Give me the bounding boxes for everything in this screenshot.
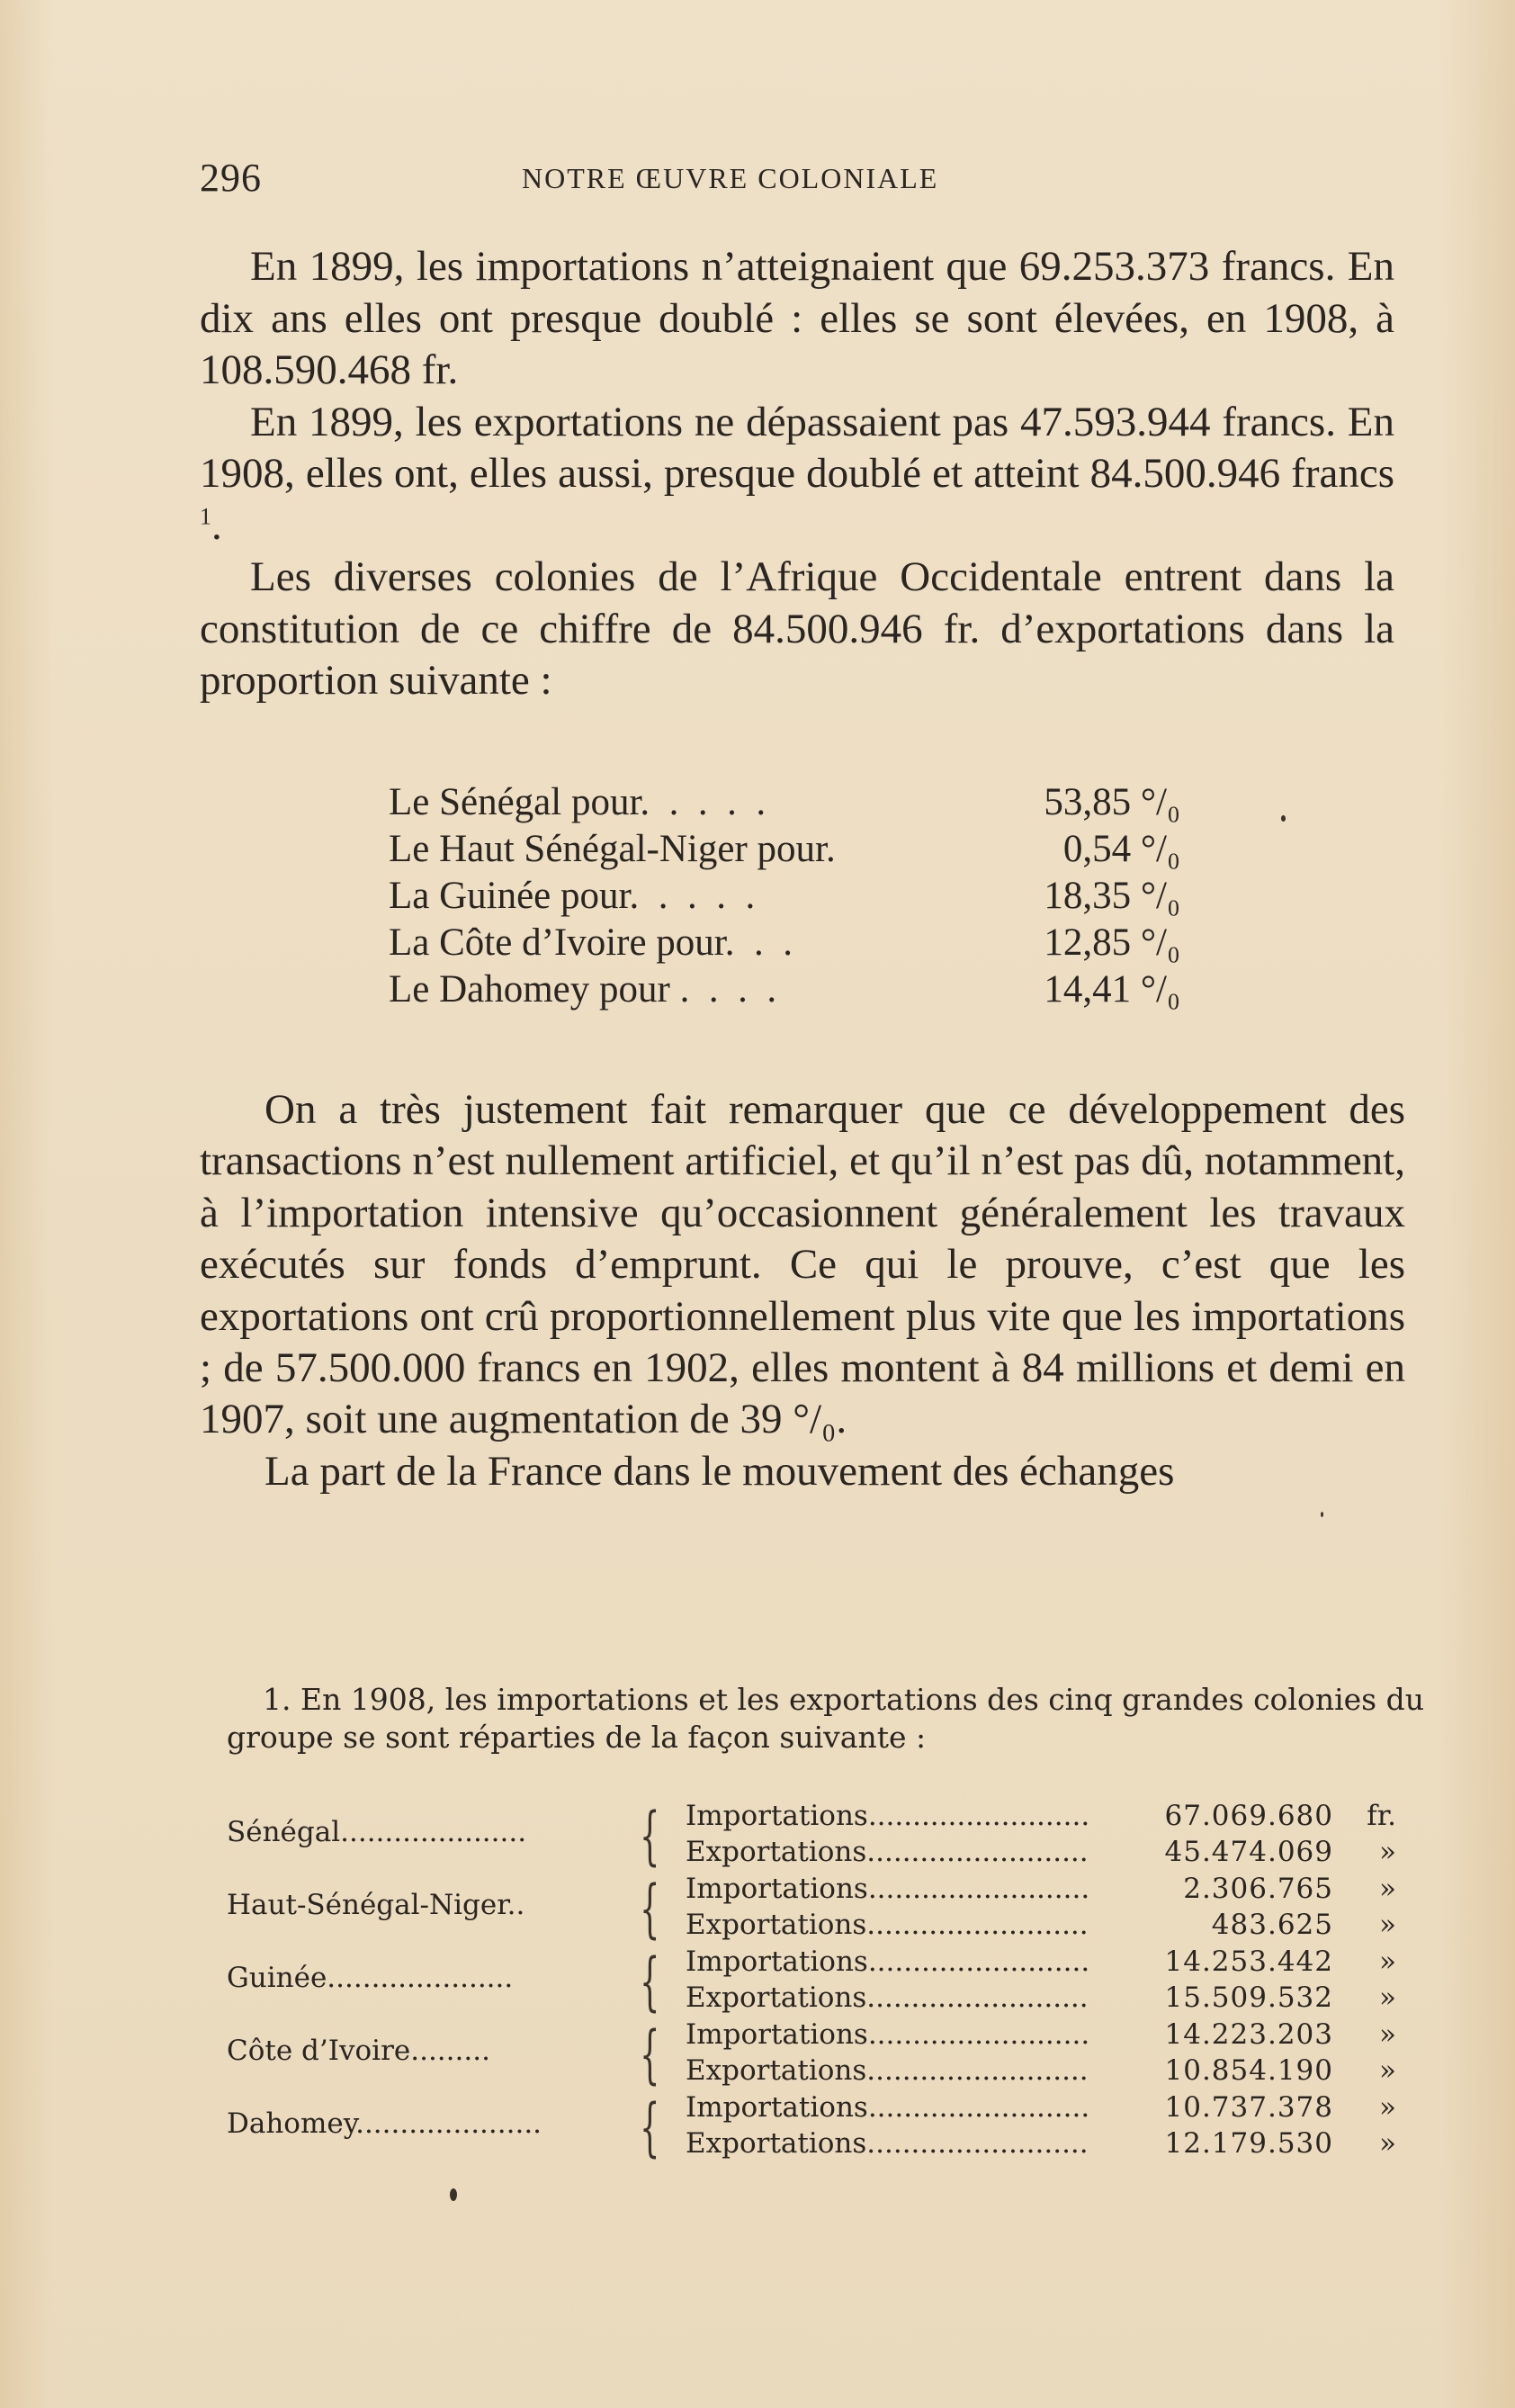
trade-table <box>227 1800 1432 2164</box>
colony-name: Sénégal..................... <box>227 1816 527 1848</box>
trade-row-imports: Importations......................... 14.253.442 » <box>686 1945 1396 1978</box>
trade-row-exports: Exportations......................... 45.474.069 » <box>686 1836 1396 1868</box>
colony-name: Côte d’Ivoire......... <box>227 2035 490 2067</box>
brace-icon: { <box>640 1872 660 1945</box>
trade-row-exports: Exportations......................... 12.179.530 » <box>686 2127 1396 2160</box>
brace-icon: { <box>640 1945 660 2018</box>
proportion-value: 14,41 °/₀ <box>1044 968 1180 1011</box>
ink-speck-decoration <box>450 2188 457 2201</box>
footnote <box>227 1681 1432 1757</box>
trade-row-exports: Exportations......................... 10.854.190 » <box>686 2054 1396 2087</box>
trade-row-exports: Exportations......................... 15.509.532 » <box>686 1981 1396 2014</box>
proportion-value: 53,85 °/₀ <box>1044 781 1180 823</box>
colony-name: Guinée..................... <box>227 1962 514 1994</box>
list-item <box>389 920 1180 966</box>
running-title: NOTRE ŒUVRE COLONIALE <box>522 162 939 194</box>
trade-row-exports: Exportations......................... 483.625 » <box>686 1909 1396 1941</box>
trade-row-imports: Importations......................... 67.069.680 fr. <box>686 1800 1396 1832</box>
table-row <box>227 1945 1432 2018</box>
proportion-value: 12,85 °/₀ <box>1044 921 1180 964</box>
running-head <box>200 155 1423 200</box>
trade-row-imports: Importations......................... 2.306.765 » <box>686 1873 1396 1905</box>
brace-icon: { <box>640 2090 660 2164</box>
proportion-label: La Guinée pour. . . . . <box>389 875 756 917</box>
colony-name: Dahomey..................... <box>227 2107 542 2140</box>
list-item <box>389 826 1180 873</box>
footnote-reference[interactable]: 1 <box>200 502 211 529</box>
colony-name: Haut-Sénégal-Niger.. <box>227 1889 525 1921</box>
body-text-continued <box>200 1084 1405 1497</box>
proportion-label: Le Haut Sénégal-Niger pour. <box>389 828 836 870</box>
proportion-label: Le Sénégal pour. . . . . <box>389 781 766 823</box>
brace-icon: { <box>640 1799 660 1873</box>
proportion-value: 0,54 °/₀ <box>1062 828 1180 870</box>
paragraph-development: On a très justement fait remarquer que ce développement des transactions n’est nullement artificiel, et qu’il n’est pas dû, notamment, à l’importation intensive qu’occasionnent généralement les travaux exécutés sur fonds d’emprunt. Ce qui le prouve, c’est que les exportations ont crû proportionnellement plus vite que les importations ; de 57.500.000 francs en 1902, elles montent à 84 millions et demi en 1907, soit une augmentation de 39 °/₀. <box>200 1086 1405 1443</box>
proportion-label: La Côte d’Ivoire pour. . . <box>389 921 793 964</box>
body-text <box>200 241 1394 707</box>
list-item <box>389 966 1180 1013</box>
paragraph-imports: En 1899, les importations n’atteignaient que 69.253.373 francs. En dix ans elles ont presque doublé : elles se sont élevées, en 1908, à 108.590.468 fr. <box>200 243 1394 393</box>
table-row <box>227 1800 1432 1873</box>
list-item <box>389 873 1180 920</box>
table-row <box>227 2091 1432 2164</box>
table-row <box>227 2018 1432 2091</box>
trade-row-imports: Importations......................... 10.737.378 » <box>686 2091 1396 2124</box>
paragraph-exports: En 1899, les exportations ne dépassaient pas 47.593.944 francs. En 1908, elles ont, elles aussi, presque doublé et atteint 84.500.946 francs $^1$. <box>200 398 1394 549</box>
page-number: 296 <box>200 156 262 200</box>
paragraph-france-share: La part de la France dans le mouvement des échanges <box>264 1447 1175 1495</box>
proportions-list <box>389 779 1180 1013</box>
footnote-text: 1. En 1908, les importations et les exportations des cinq grandes colonies du groupe se sont réparties de la façon suivante : <box>227 1682 1424 1755</box>
ink-speck-decoration <box>1321 1512 1323 1517</box>
table-row <box>227 1873 1432 1945</box>
list-item <box>389 779 1180 826</box>
trade-row-imports: Importations......................... 14.223.203 » <box>686 2018 1396 2051</box>
paragraph-colonies: Les diverses colonies de l’Afrique Occidentale entrent dans la constitution de ce chiffre de 84.500.946 fr. d’exportations dans la proportion suivante : <box>200 553 1394 704</box>
ink-speck-decoration <box>1281 815 1286 822</box>
proportion-value: 18,35 °/₀ <box>1044 875 1180 917</box>
brace-icon: { <box>640 2017 660 2091</box>
proportion-label: Le Dahomey pour . . . . <box>389 968 777 1011</box>
